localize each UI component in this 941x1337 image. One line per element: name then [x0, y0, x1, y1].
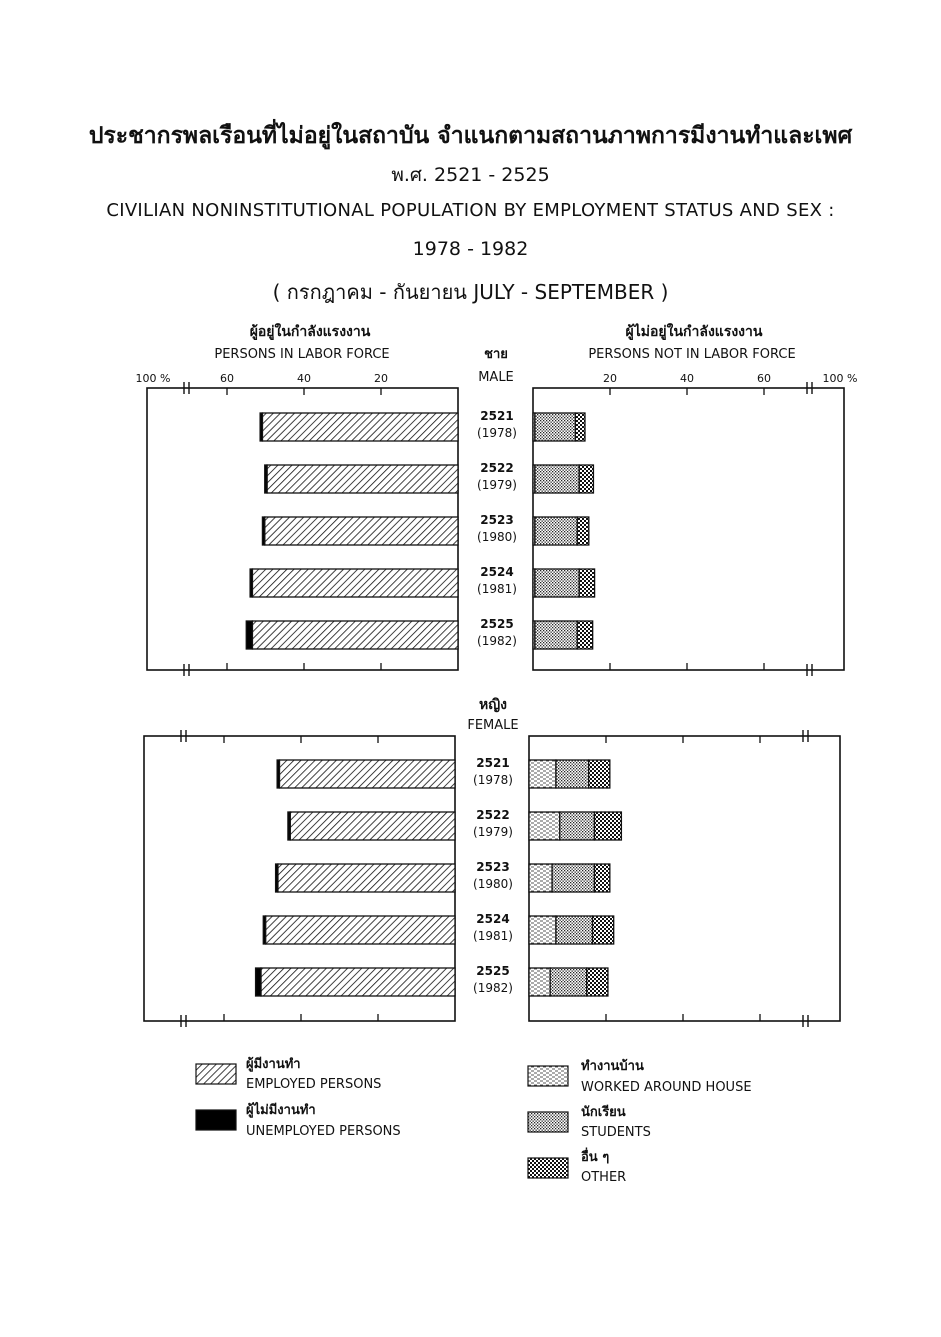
- male-bar-other-2525: [577, 621, 592, 649]
- male-bar-students-2521: [535, 413, 575, 441]
- male-bar-unemployed-2524: [250, 569, 252, 597]
- female-bar-employed-2524: [266, 916, 455, 944]
- male-label-thai: ชาย: [484, 347, 508, 362]
- female-bar-house-2523: [529, 864, 552, 892]
- male-left-tick-label: 60: [220, 372, 234, 385]
- male-bar-employed-2521: [262, 413, 458, 441]
- male-left-tick-label: 40: [297, 372, 311, 385]
- female-label-english: FEMALE: [467, 718, 519, 733]
- male-right-tick-label: 40: [680, 372, 694, 385]
- female-bar-other-2524: [593, 916, 614, 944]
- female-year-en-label: (1979): [473, 825, 513, 839]
- male-year-en-label: (1980): [477, 530, 517, 544]
- legend-house-thai: ทำงานบ้าน: [581, 1059, 644, 1074]
- legend-other-english: OTHER: [581, 1170, 627, 1185]
- male-year-en-label: (1982): [477, 634, 517, 648]
- male-bar-unemployed-2521: [260, 413, 262, 441]
- male-year-label: 2521: [480, 409, 514, 423]
- legend-swatch-house: [528, 1066, 568, 1086]
- chart-title-english-years: 1978 - 1982: [412, 238, 529, 260]
- male-bar-students-2524: [535, 569, 579, 597]
- male-year-en-label: (1979): [477, 478, 517, 492]
- left-header-english: PERSONS IN LABOR FORCE: [214, 347, 390, 362]
- male-right-tick-label: 60: [757, 372, 771, 385]
- female-bar-students-2522: [560, 812, 595, 840]
- male-bar-other-2524: [579, 569, 594, 597]
- female-bar-house-2522: [529, 812, 560, 840]
- female-bar-house-2525: [529, 968, 550, 996]
- male-year-label: 2522: [480, 461, 514, 475]
- male-year-en-label: (1978): [477, 426, 517, 440]
- legend-swatch-students: [528, 1112, 568, 1132]
- female-year-label: 2523: [476, 860, 510, 874]
- female-year-en-label: (1980): [473, 877, 513, 891]
- right-header-english: PERSONS NOT IN LABOR FORCE: [588, 347, 796, 362]
- female-year-label: 2522: [476, 808, 510, 822]
- chart-period: ( กรกฎาคม - กันยายน JULY - SEPTEMBER ): [272, 280, 669, 304]
- male-year-label: 2525: [480, 617, 514, 631]
- male-bar-unemployed-2525: [246, 621, 252, 649]
- female-year-en-label: (1978): [473, 773, 513, 787]
- legend-other-thai: อื่น ๆ: [581, 1150, 610, 1165]
- male-bar-other-2522: [579, 465, 593, 493]
- left-header-thai: ผู้อยู่ในกำลังแรงงาน: [249, 324, 371, 340]
- female-bar-other-2525: [587, 968, 608, 996]
- male-label-english: MALE: [478, 370, 514, 385]
- male-left-tick-label: 20: [374, 372, 388, 385]
- female-bar-house-2521: [529, 760, 556, 788]
- legend-swatch-other: [528, 1158, 568, 1178]
- female-label-thai: หญิง: [479, 697, 507, 713]
- female-bar-unemployed-2524: [263, 916, 265, 944]
- male-bar-employed-2524: [252, 569, 458, 597]
- legend-employed-english: EMPLOYED PERSONS: [246, 1077, 382, 1092]
- chart-title-thai-years: พ.ศ. 2521 - 2525: [391, 164, 550, 186]
- female-year-label: 2524: [476, 912, 510, 926]
- male-year-en-label: (1981): [477, 582, 517, 596]
- male-bar-other-2523: [577, 517, 589, 545]
- female-bar-students-2525: [550, 968, 587, 996]
- female-bar-unemployed-2522: [288, 812, 290, 840]
- male-year-label: 2523: [480, 513, 514, 527]
- male-bar-employed-2522: [267, 465, 458, 493]
- female-year-en-label: (1982): [473, 981, 513, 995]
- female-bar-other-2521: [589, 760, 610, 788]
- female-bar-students-2524: [556, 916, 593, 944]
- right-header-thai: ผู้ไม่อยู่ในกำลังแรงงาน: [625, 324, 763, 340]
- female-bar-employed-2521: [279, 760, 455, 788]
- chart-title-english: CIVILIAN NONINSTITUTIONAL POPULATION BY EMPLOYMENT STATUS AND SEX :: [106, 200, 835, 221]
- female-bar-other-2523: [594, 864, 609, 892]
- legend-swatch-unemployed: [196, 1110, 236, 1130]
- male-bar-employed-2525: [252, 621, 458, 649]
- female-bar-employed-2525: [261, 968, 455, 996]
- legend-unemployed-english: UNEMPLOYED PERSONS: [246, 1124, 401, 1139]
- male-bar-unemployed-2522: [265, 465, 267, 493]
- female-bar-unemployed-2521: [277, 760, 279, 788]
- legend-employed-thai: ผู้มีงานทำ: [246, 1057, 301, 1072]
- legend-swatch-employed: [196, 1064, 236, 1084]
- male-bar-employed-2523: [265, 517, 458, 545]
- chart-title-thai: ประชากรพลเรือนที่ไม่อยู่ในสถาบัน จำแนกตามสถานภาพการมีงานทำและเพศ: [88, 123, 853, 149]
- female-bar-students-2523: [552, 864, 594, 892]
- male-bar-students-2522: [535, 465, 579, 493]
- male-right-tick-label: 20: [603, 372, 617, 385]
- male-right-tick-label: 100 %: [822, 372, 858, 385]
- female-year-label: 2521: [476, 756, 510, 770]
- female-year-label: 2525: [476, 964, 510, 978]
- female-bar-unemployed-2525: [256, 968, 261, 996]
- male-bar-unemployed-2523: [262, 517, 264, 545]
- female-year-en-label: (1981): [473, 929, 513, 943]
- legend-students-english: STUDENTS: [581, 1125, 651, 1140]
- legend-students-thai: นักเรียน: [581, 1105, 626, 1120]
- male-year-label: 2524: [480, 565, 514, 579]
- legend-unemployed-thai: ผู้ไม่มีงานทำ: [246, 1103, 316, 1118]
- female-bar-unemployed-2523: [276, 864, 278, 892]
- female-bar-employed-2522: [290, 812, 455, 840]
- female-bar-house-2524: [529, 916, 556, 944]
- male-bar-students-2525: [535, 621, 577, 649]
- legend-house-english: WORKED AROUND HOUSE: [581, 1080, 752, 1095]
- male-bar-other-2521: [575, 413, 585, 441]
- male-bar-students-2523: [535, 517, 577, 545]
- female-bar-other-2522: [594, 812, 621, 840]
- female-bar-employed-2523: [278, 864, 455, 892]
- female-bar-students-2521: [556, 760, 589, 788]
- male-left-tick-label: 100 %: [135, 372, 171, 385]
